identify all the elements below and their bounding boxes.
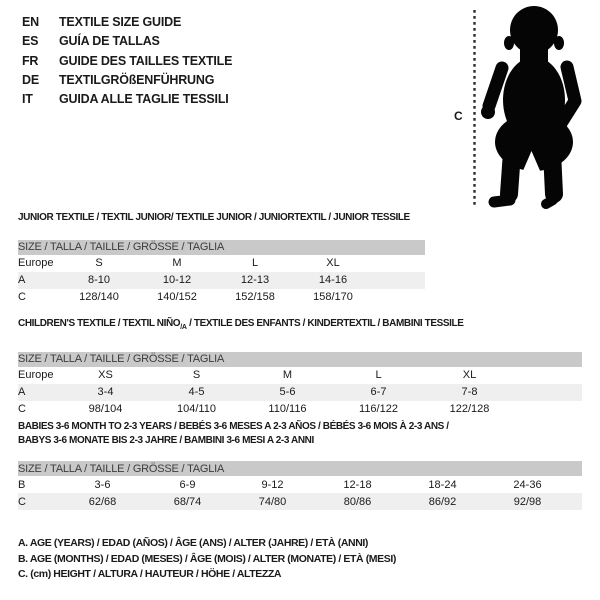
language-row-es bbox=[22, 32, 232, 51]
table-title bbox=[18, 317, 582, 335]
leg-left bbox=[509, 152, 512, 194]
table-title-segment: BABYS 3-6 MONATE BIS 2-3 JAHRE / BAMBINI 3-6 MESI A 2-3 ANNI bbox=[18, 434, 314, 446]
leg-right bbox=[552, 152, 554, 194]
ear-right bbox=[554, 36, 564, 50]
size-cell: 6-7 bbox=[333, 384, 424, 401]
language-code: IT bbox=[22, 92, 33, 107]
table-row-c bbox=[18, 493, 582, 510]
table-title-segment: CHILDREN'S TEXTILE / TEXTIL NIÑO bbox=[18, 318, 181, 329]
table-row-c bbox=[18, 401, 582, 418]
language-row-it bbox=[22, 90, 232, 109]
spacer-cell bbox=[372, 255, 425, 272]
spacer-cell bbox=[372, 289, 425, 306]
size-cell: 8-10 bbox=[60, 272, 138, 289]
size-cell: M bbox=[172, 257, 182, 269]
footnotes bbox=[18, 536, 396, 583]
language-header bbox=[22, 13, 232, 109]
size-cell: 140/152 bbox=[157, 291, 197, 303]
size-cell: M bbox=[282, 369, 293, 381]
size-cell: 6-9 bbox=[179, 478, 196, 491]
language-code: ES bbox=[22, 34, 39, 49]
size-cell: 74/80 bbox=[230, 493, 315, 510]
ear-left bbox=[504, 36, 514, 50]
size-table-section-children bbox=[18, 317, 582, 418]
spacer-cell bbox=[570, 493, 582, 510]
language-row-fr bbox=[22, 52, 232, 71]
size-cell: 14-16 bbox=[294, 272, 372, 289]
size-table-junior bbox=[18, 240, 425, 306]
size-cell: XL bbox=[326, 257, 340, 269]
size-header-row bbox=[18, 240, 425, 255]
size-cell: 68/74 bbox=[145, 493, 230, 510]
size-cell: 5-6 bbox=[242, 384, 333, 401]
spacer-cell bbox=[515, 384, 582, 401]
size-cell: 98/104 bbox=[88, 403, 123, 415]
language-label: GUIDA ALLE TAGLIE TESSILI bbox=[59, 92, 229, 107]
spacer-cell bbox=[515, 367, 582, 384]
table-title-segment: JUNIOR TEXTILE / TEXTIL JUNIOR/ TEXTILE JUNIOR / JUNIORTEXTIL / JUNIOR TESSILE bbox=[18, 212, 410, 223]
table-row-europe bbox=[18, 367, 582, 384]
size-header-label: SIZE / TALLA / TAILLE / GRÖSSE / TAGLIA bbox=[18, 240, 425, 255]
row-label: Europe bbox=[18, 369, 54, 381]
size-cell: 7-8 bbox=[424, 384, 515, 401]
size-cell: XS bbox=[98, 369, 113, 381]
size-cell: 80/86 bbox=[315, 493, 400, 510]
size-table-children bbox=[18, 352, 582, 418]
size-cell: L bbox=[251, 257, 259, 269]
language-label: GUIDE DES TAILLES TEXTILE bbox=[59, 53, 233, 68]
size-cell: L bbox=[375, 369, 382, 381]
figure-container bbox=[450, 0, 600, 220]
size-cell: 92/98 bbox=[485, 493, 570, 510]
row-label: A bbox=[18, 272, 60, 289]
size-cell: 128/140 bbox=[79, 291, 119, 303]
language-label: GUÍA DE TALLAS bbox=[59, 34, 160, 49]
language-code: FR bbox=[22, 53, 39, 68]
table-title-line bbox=[18, 317, 582, 335]
foot-left bbox=[494, 200, 510, 202]
size-cell: 3-6 bbox=[94, 478, 111, 491]
row-label: A bbox=[18, 384, 60, 401]
size-header-label: SIZE / TALLA / TAILLE / GRÖSSE / TAGLIA bbox=[18, 461, 582, 476]
size-cell: S bbox=[95, 257, 103, 269]
table-title bbox=[18, 420, 582, 447]
row-label: C bbox=[18, 403, 26, 415]
language-row-en bbox=[22, 13, 232, 32]
table-row-a bbox=[18, 272, 425, 289]
row-label: C bbox=[18, 291, 26, 303]
size-cell: 10-12 bbox=[138, 272, 216, 289]
size-table-section-junior bbox=[18, 211, 425, 306]
size-cell: 18-24 bbox=[428, 478, 457, 491]
table-title-line bbox=[18, 434, 582, 448]
size-cell: 62/68 bbox=[60, 493, 145, 510]
table-row-b bbox=[18, 476, 582, 493]
size-cell: 158/170 bbox=[313, 291, 353, 303]
size-cell: 9-12 bbox=[261, 478, 284, 491]
size-cell: XL bbox=[462, 369, 477, 381]
size-header-row bbox=[18, 352, 582, 367]
size-cell: S bbox=[192, 369, 201, 381]
footnote-b: B. AGE (MONTHS) / EDAD (MESES) / ÂGE (MOIS) / ALTER (MONATE) / ETÀ (MESI) bbox=[18, 552, 396, 565]
size-header-label: SIZE / TALLA / TAILLE / GRÖSSE / TAGLIA bbox=[18, 352, 582, 367]
row-label: Europe bbox=[18, 257, 54, 269]
fist-left bbox=[481, 105, 495, 119]
size-cell: 3-4 bbox=[60, 384, 151, 401]
table-title-segment: /A bbox=[180, 324, 187, 331]
spacer-cell bbox=[515, 401, 582, 418]
row-label: B bbox=[18, 478, 26, 491]
height-label: C bbox=[454, 109, 463, 123]
size-cell: 116/122 bbox=[359, 403, 398, 415]
size-cell: 4-5 bbox=[151, 384, 242, 401]
table-title bbox=[18, 211, 425, 225]
size-cell: 12-13 bbox=[216, 272, 294, 289]
arm-left bbox=[489, 68, 502, 106]
footnote-c: C. (cm) HEIGHT / ALTURA / HAUTEUR / HÖHE / ALTEZZA bbox=[18, 568, 282, 580]
baby-figure bbox=[450, 0, 600, 220]
table-row-a bbox=[18, 384, 582, 401]
table-row-europe bbox=[18, 255, 425, 272]
size-cell: 12-18 bbox=[343, 478, 372, 491]
baby-silhouette-icon bbox=[481, 6, 575, 204]
table-row-c bbox=[18, 289, 425, 306]
size-table-babies bbox=[18, 461, 582, 510]
fist-right bbox=[549, 125, 563, 139]
row-label: C bbox=[18, 493, 60, 510]
size-cell: 110/116 bbox=[268, 403, 307, 415]
language-label: TEXTILGRÖßENFÜHRUNG bbox=[59, 72, 215, 87]
size-cell: 122/128 bbox=[449, 403, 490, 415]
size-cell: 86/92 bbox=[400, 493, 485, 510]
spacer-cell bbox=[570, 476, 582, 493]
language-code: EN bbox=[22, 15, 39, 29]
table-title-line bbox=[18, 420, 582, 434]
footnote-a: A. AGE (YEARS) / EDAD (AÑOS) / ÂGE (ANS) / ALTER (JAHRE) / ETÀ (ANNI) bbox=[18, 537, 369, 549]
size-table-section-babies bbox=[18, 420, 582, 510]
size-header-row bbox=[18, 461, 582, 476]
size-cell: 24-36 bbox=[513, 478, 542, 491]
language-label: TEXTILE SIZE GUIDE bbox=[59, 15, 182, 29]
table-title-line bbox=[18, 211, 425, 225]
language-code: DE bbox=[22, 72, 39, 87]
spacer-cell bbox=[372, 272, 425, 289]
table-title-segment: / TEXTILE DES ENFANTS / KINDERTEXTIL / BAMBINI TESSILE bbox=[186, 318, 464, 329]
foot-right bbox=[546, 200, 553, 204]
table-title-segment: BABIES 3-6 MONTH TO 2-3 YEARS / BEBÉS 3-6 MESES A 2-3 AÑOS / BÉBÉS 3-6 MOIS À 2-3 ANS / bbox=[18, 421, 449, 432]
size-cell: 104/110 bbox=[177, 403, 216, 415]
language-row-de bbox=[22, 71, 232, 90]
size-cell: 152/158 bbox=[235, 291, 275, 303]
